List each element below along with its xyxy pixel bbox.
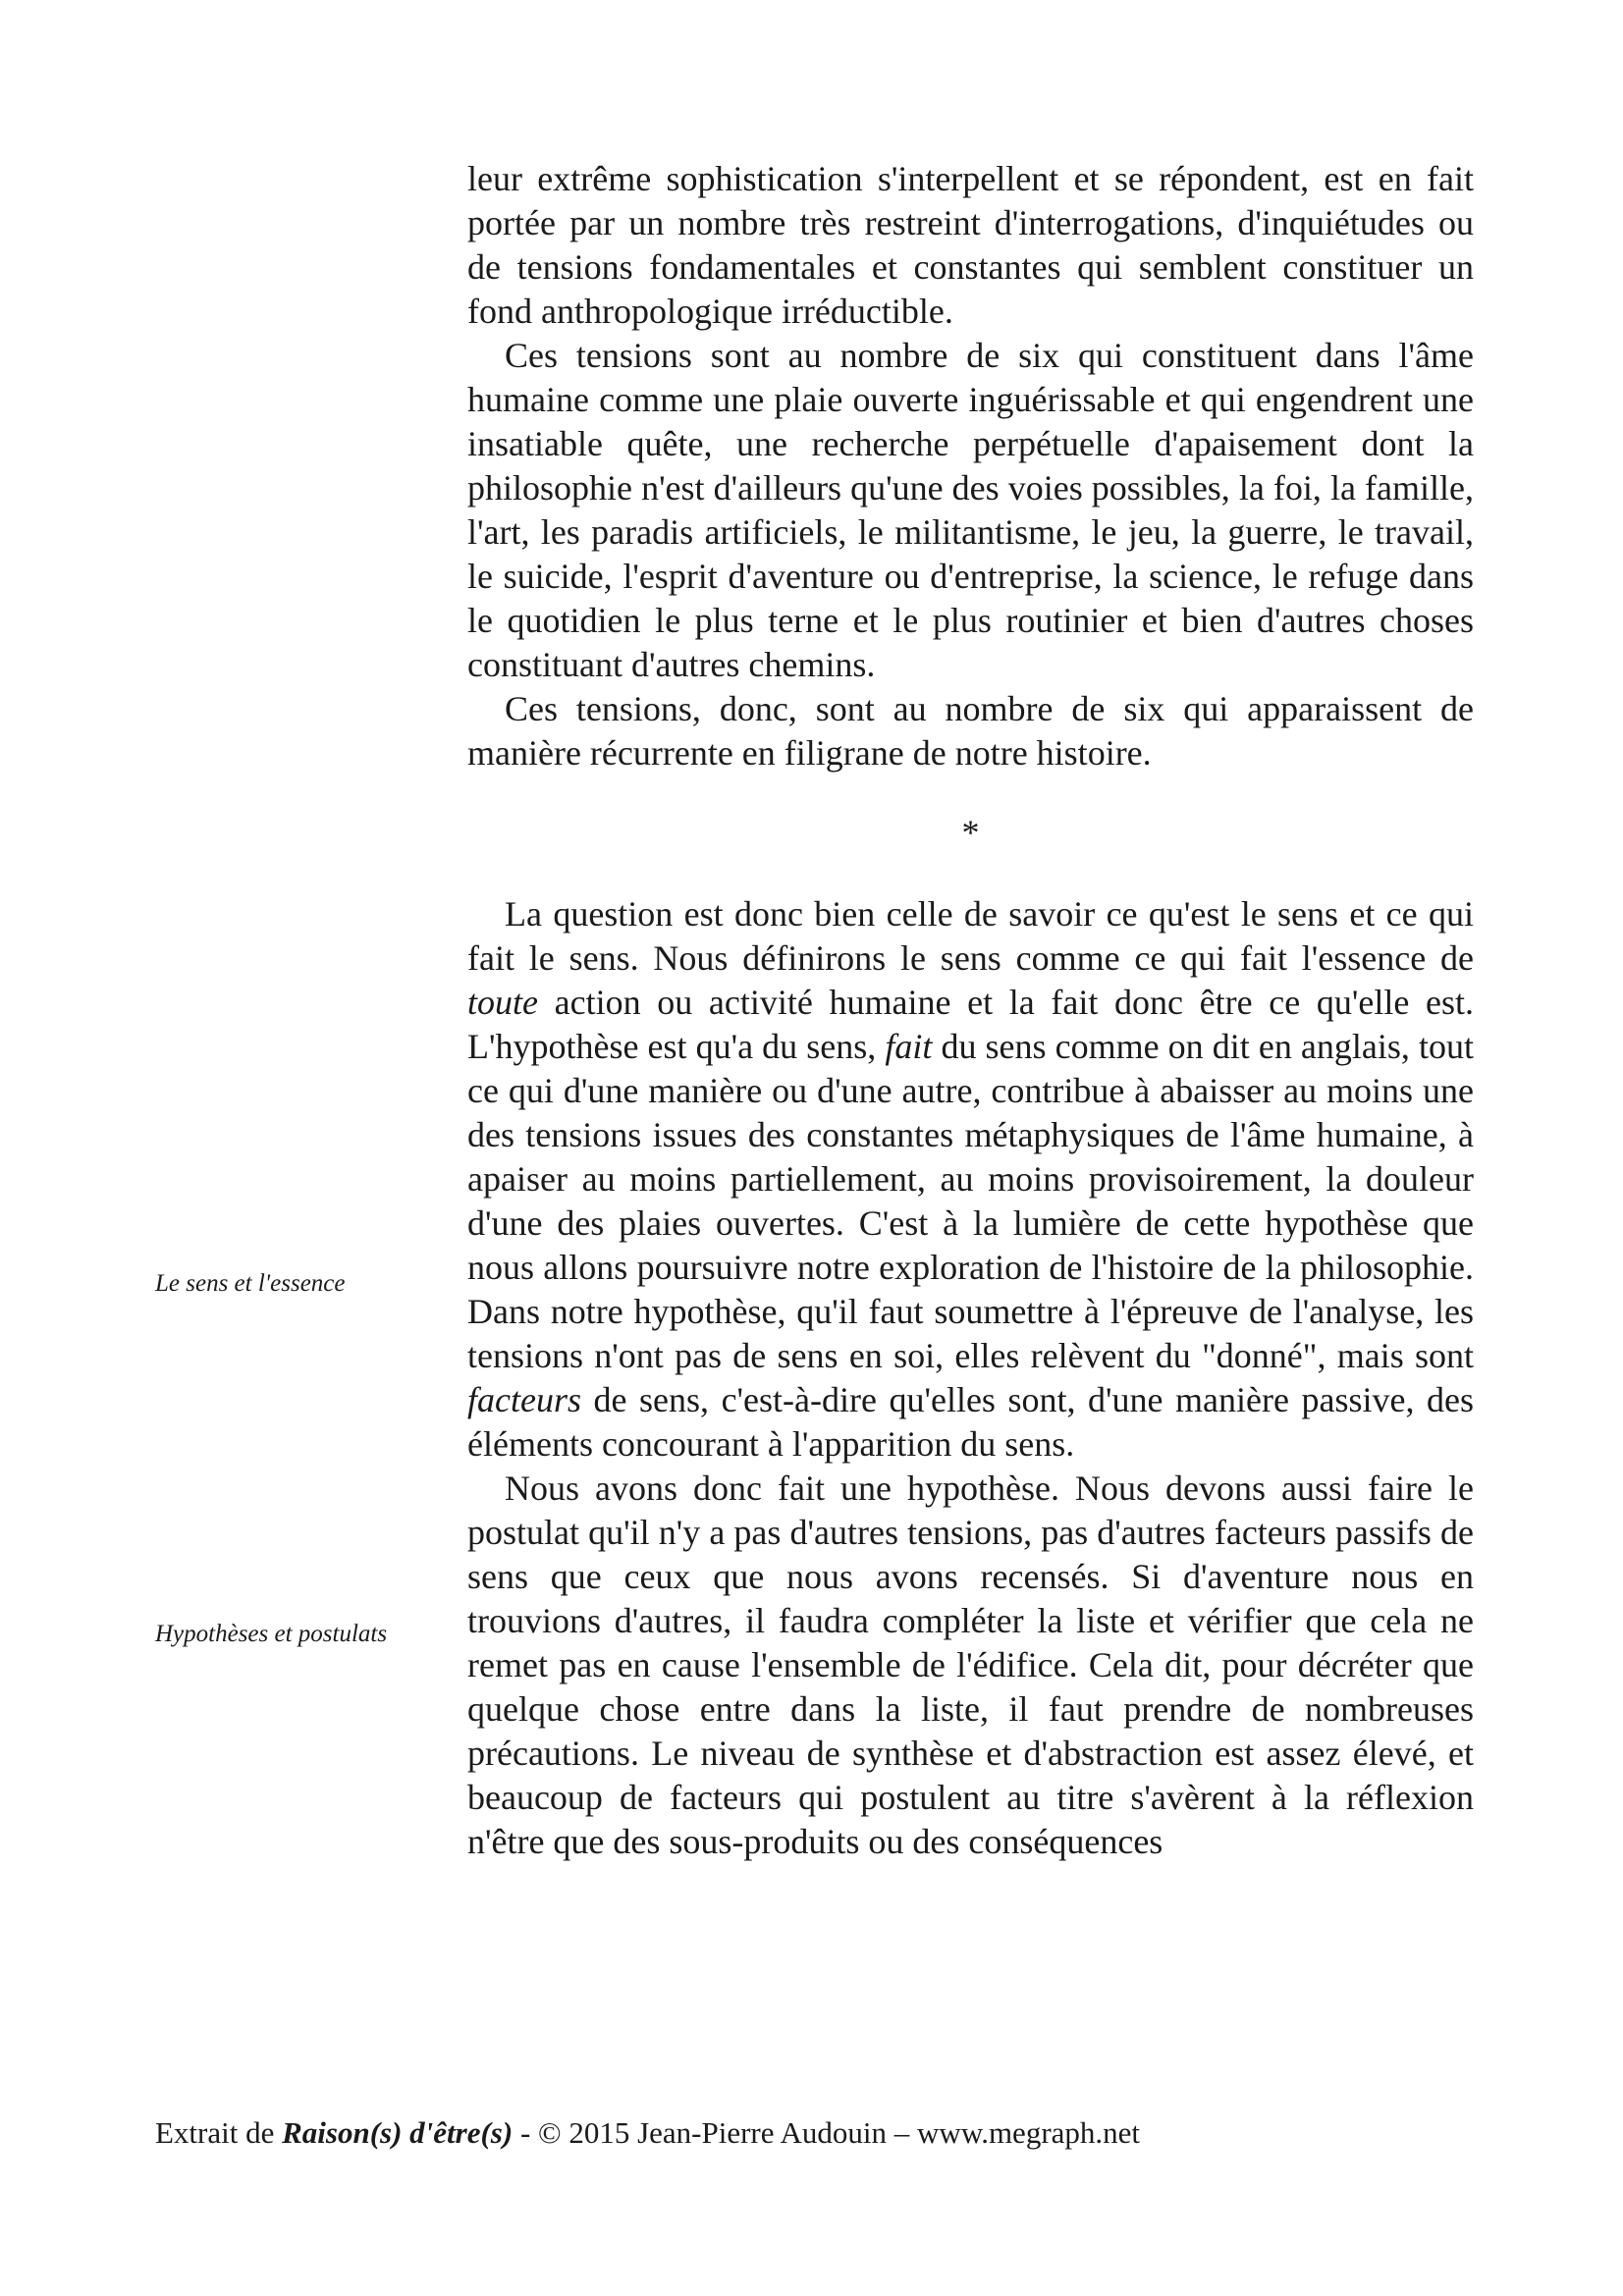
footer-book-title: Raison(s) d'être(s) bbox=[282, 2115, 514, 2150]
paragraph-1: leur extrême sophistication s'interpellent et se répondent, est en fait portée par un nombre très restreint d'interrogations, d'inquiétudes ou de tensions fondamentales et constantes qui semblent constituer un fond anthropologique irréductible. bbox=[467, 159, 1474, 331]
paragraph-3: Ces tensions, donc, sont au nombre de six qui apparaissent de manière récurrente en filigrane de notre histoire. bbox=[467, 689, 1474, 773]
emphasis-toute: toute bbox=[467, 983, 538, 1022]
text-run: action ou activité humaine et la fait donc être ce qu'elle est. L'hypothèse est qu'a du sens, bbox=[467, 983, 1474, 1066]
footer-credit bbox=[155, 2114, 1140, 2152]
main-text bbox=[467, 157, 1474, 1864]
text-run: de sens, c'est-à-dire qu'elles sont, d'une manière passive, des éléments concourant à l'apparition du sens. bbox=[467, 1380, 1474, 1464]
footer-suffix: - © 2015 Jean-Pierre Audouin – www.megraph.net bbox=[513, 2115, 1141, 2150]
footer-prefix: Extrait de bbox=[155, 2115, 283, 2150]
emphasis-fait: fait bbox=[885, 1027, 933, 1066]
text-run: La question est donc bien celle de savoir ce qu'est le sens et ce qui fait le sens. Nous définirons le sens comme ce qui fait l'essence de bbox=[467, 894, 1474, 978]
emphasis-facteurs: facteurs bbox=[467, 1380, 581, 1419]
paragraph-2: Ces tensions sont au nombre de six qui constituent dans l'âme humaine comme une plaie ouverte inguérissable et qui engendrent une insatiable quête, une recherche perpétuelle d'apaisement dont la philosophie n'est d'ailleurs qu'une des voies possibles, la foi, la famille, l'art, les paradis artificiels, le militantisme, le jeu, la guerre, le travail, le suicide, l'esprit d'aventure ou d'entreprise, la science, le refuge dans le quotidien le plus terne et le plus routinier et bien d'autres choses constituant d'autres chemins. bbox=[467, 336, 1474, 684]
margin-note-hypotheses: Hypothèses et postulats bbox=[155, 1621, 388, 1647]
paragraph-4 bbox=[467, 892, 1474, 1467]
margin-note-sens-essence: Le sens et l'essence bbox=[155, 1270, 346, 1297]
paragraph-5: Nous avons donc fait une hypothèse. Nous devons aussi faire le postulat qu'il n'y a pas d'autres tensions, pas d'autres facteurs passifs de sens que ceux que nous avons recensés. Si d'aventure nous en trouvions d'autres, il faudra compléter la liste et vérifier que cela ne remet pas en cause l'ensemble de l'édifice. Cela dit, pour décréter que quelque chose entre dans la liste, il faut prendre de nombreuses précautions. Le niveau de synthèse et d'abstraction est assez élevé, et beaucoup de facteurs qui postulent au titre s'avèrent à la réflexion n'être que des sous-produits ou des conséquences bbox=[467, 1468, 1474, 1861]
section-separator: * bbox=[961, 813, 980, 852]
text-run: du sens comme on dit en anglais, tout ce qui d'une manière ou d'une autre, contribue à abaisser au moins une des tensions issues des constantes métaphysiques de l'âme humaine, à apaiser au moins partiellement, au moins provisoirement, la douleur d'une des plaies ouvertes. C'est à la lumière de cette hypothèse que nous allons poursuivre notre exploration de l'histoire de la philosophie. Dans notre hypothèse, qu'il faut soumettre à l'épreuve de l'analyse, les tensions n'ont pas de sens en soi, elles relèvent du "donné", mais sont bbox=[467, 1027, 1474, 1375]
